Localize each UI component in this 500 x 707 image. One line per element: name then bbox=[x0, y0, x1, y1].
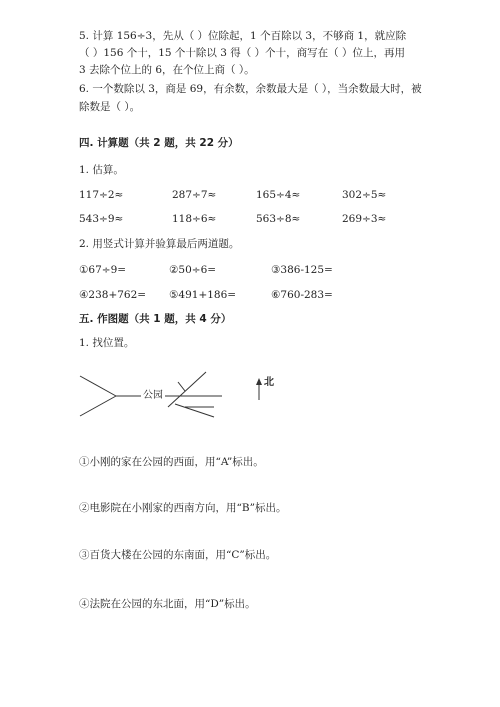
section-5-heading: 五. 作图题（共 1 题，共 4 分） bbox=[79, 313, 232, 325]
question-6-line-2: 除数是（ ）。 bbox=[79, 101, 141, 113]
park-label: 公园 bbox=[143, 390, 163, 401]
section-4-heading: 四. 计算题（共 2 题，共 22 分） bbox=[79, 137, 239, 149]
vertical-calc-item: ⑤491+186= bbox=[169, 289, 237, 301]
vertical-calc-item: ②50÷6= bbox=[169, 264, 217, 276]
east-road-upper bbox=[168, 372, 206, 407]
question-6-line-1: 6. 一个数除以 3，商是 69，有余数，余数最大是（ ），当余数最大时，被 bbox=[79, 83, 422, 95]
vertical-calc-item: ⑥760-283= bbox=[271, 289, 333, 301]
task-d: ④法院在公园的东北面，用“D”标出。 bbox=[79, 598, 256, 610]
vertical-calc-item: ④238+762= bbox=[79, 289, 147, 301]
vertical-calc-item: ①67÷9= bbox=[79, 264, 127, 276]
task-b: ②电影院在小刚家的西南方向，用“B”标出。 bbox=[79, 502, 287, 514]
estimate-item: 118÷6≈ bbox=[172, 213, 217, 225]
question-5-line-2: （ ）156 个十，15 个十除以 3 得（ ）个十，商写在（ ）位上，再用 bbox=[79, 47, 405, 59]
north-label: 北 bbox=[264, 377, 274, 388]
west-road-lower bbox=[80, 396, 116, 416]
question-5-line-1: 5. 计算 156÷3，先从（ ）位除起，1 个百除以 3，不够商 1，就应除 bbox=[79, 30, 407, 42]
north-arrow-icon bbox=[256, 378, 262, 400]
vertical-calc-question-title: 2. 用竖式计算并验算最后两道题。 bbox=[79, 238, 240, 250]
task-c: ③百货大楼在公园的东南面，用“C”标出。 bbox=[79, 549, 277, 561]
estimate-item: 287÷7≈ bbox=[172, 189, 217, 201]
estimate-question-title: 1. 估算。 bbox=[79, 164, 124, 176]
vertical-calc-item: ③386-125= bbox=[271, 264, 333, 276]
estimate-item: 269÷3≈ bbox=[342, 213, 387, 225]
east-road-stub bbox=[178, 382, 185, 391]
estimate-item: 543÷9≈ bbox=[79, 213, 124, 225]
estimate-item: 302÷5≈ bbox=[342, 189, 387, 201]
question-5-line-3: 3 去除个位上的 6，在个位上商（ ）。 bbox=[79, 64, 255, 76]
estimate-item: 117÷2≈ bbox=[79, 189, 124, 201]
estimate-item: 563÷8≈ bbox=[256, 213, 301, 225]
estimate-item: 165÷4≈ bbox=[256, 189, 301, 201]
east-road-lower bbox=[175, 404, 214, 417]
west-road-upper bbox=[80, 376, 116, 396]
task-a: ①小刚的家在公园的西面，用“A”标出。 bbox=[79, 456, 264, 468]
find-position-question-title: 1. 找位置。 bbox=[79, 337, 135, 349]
